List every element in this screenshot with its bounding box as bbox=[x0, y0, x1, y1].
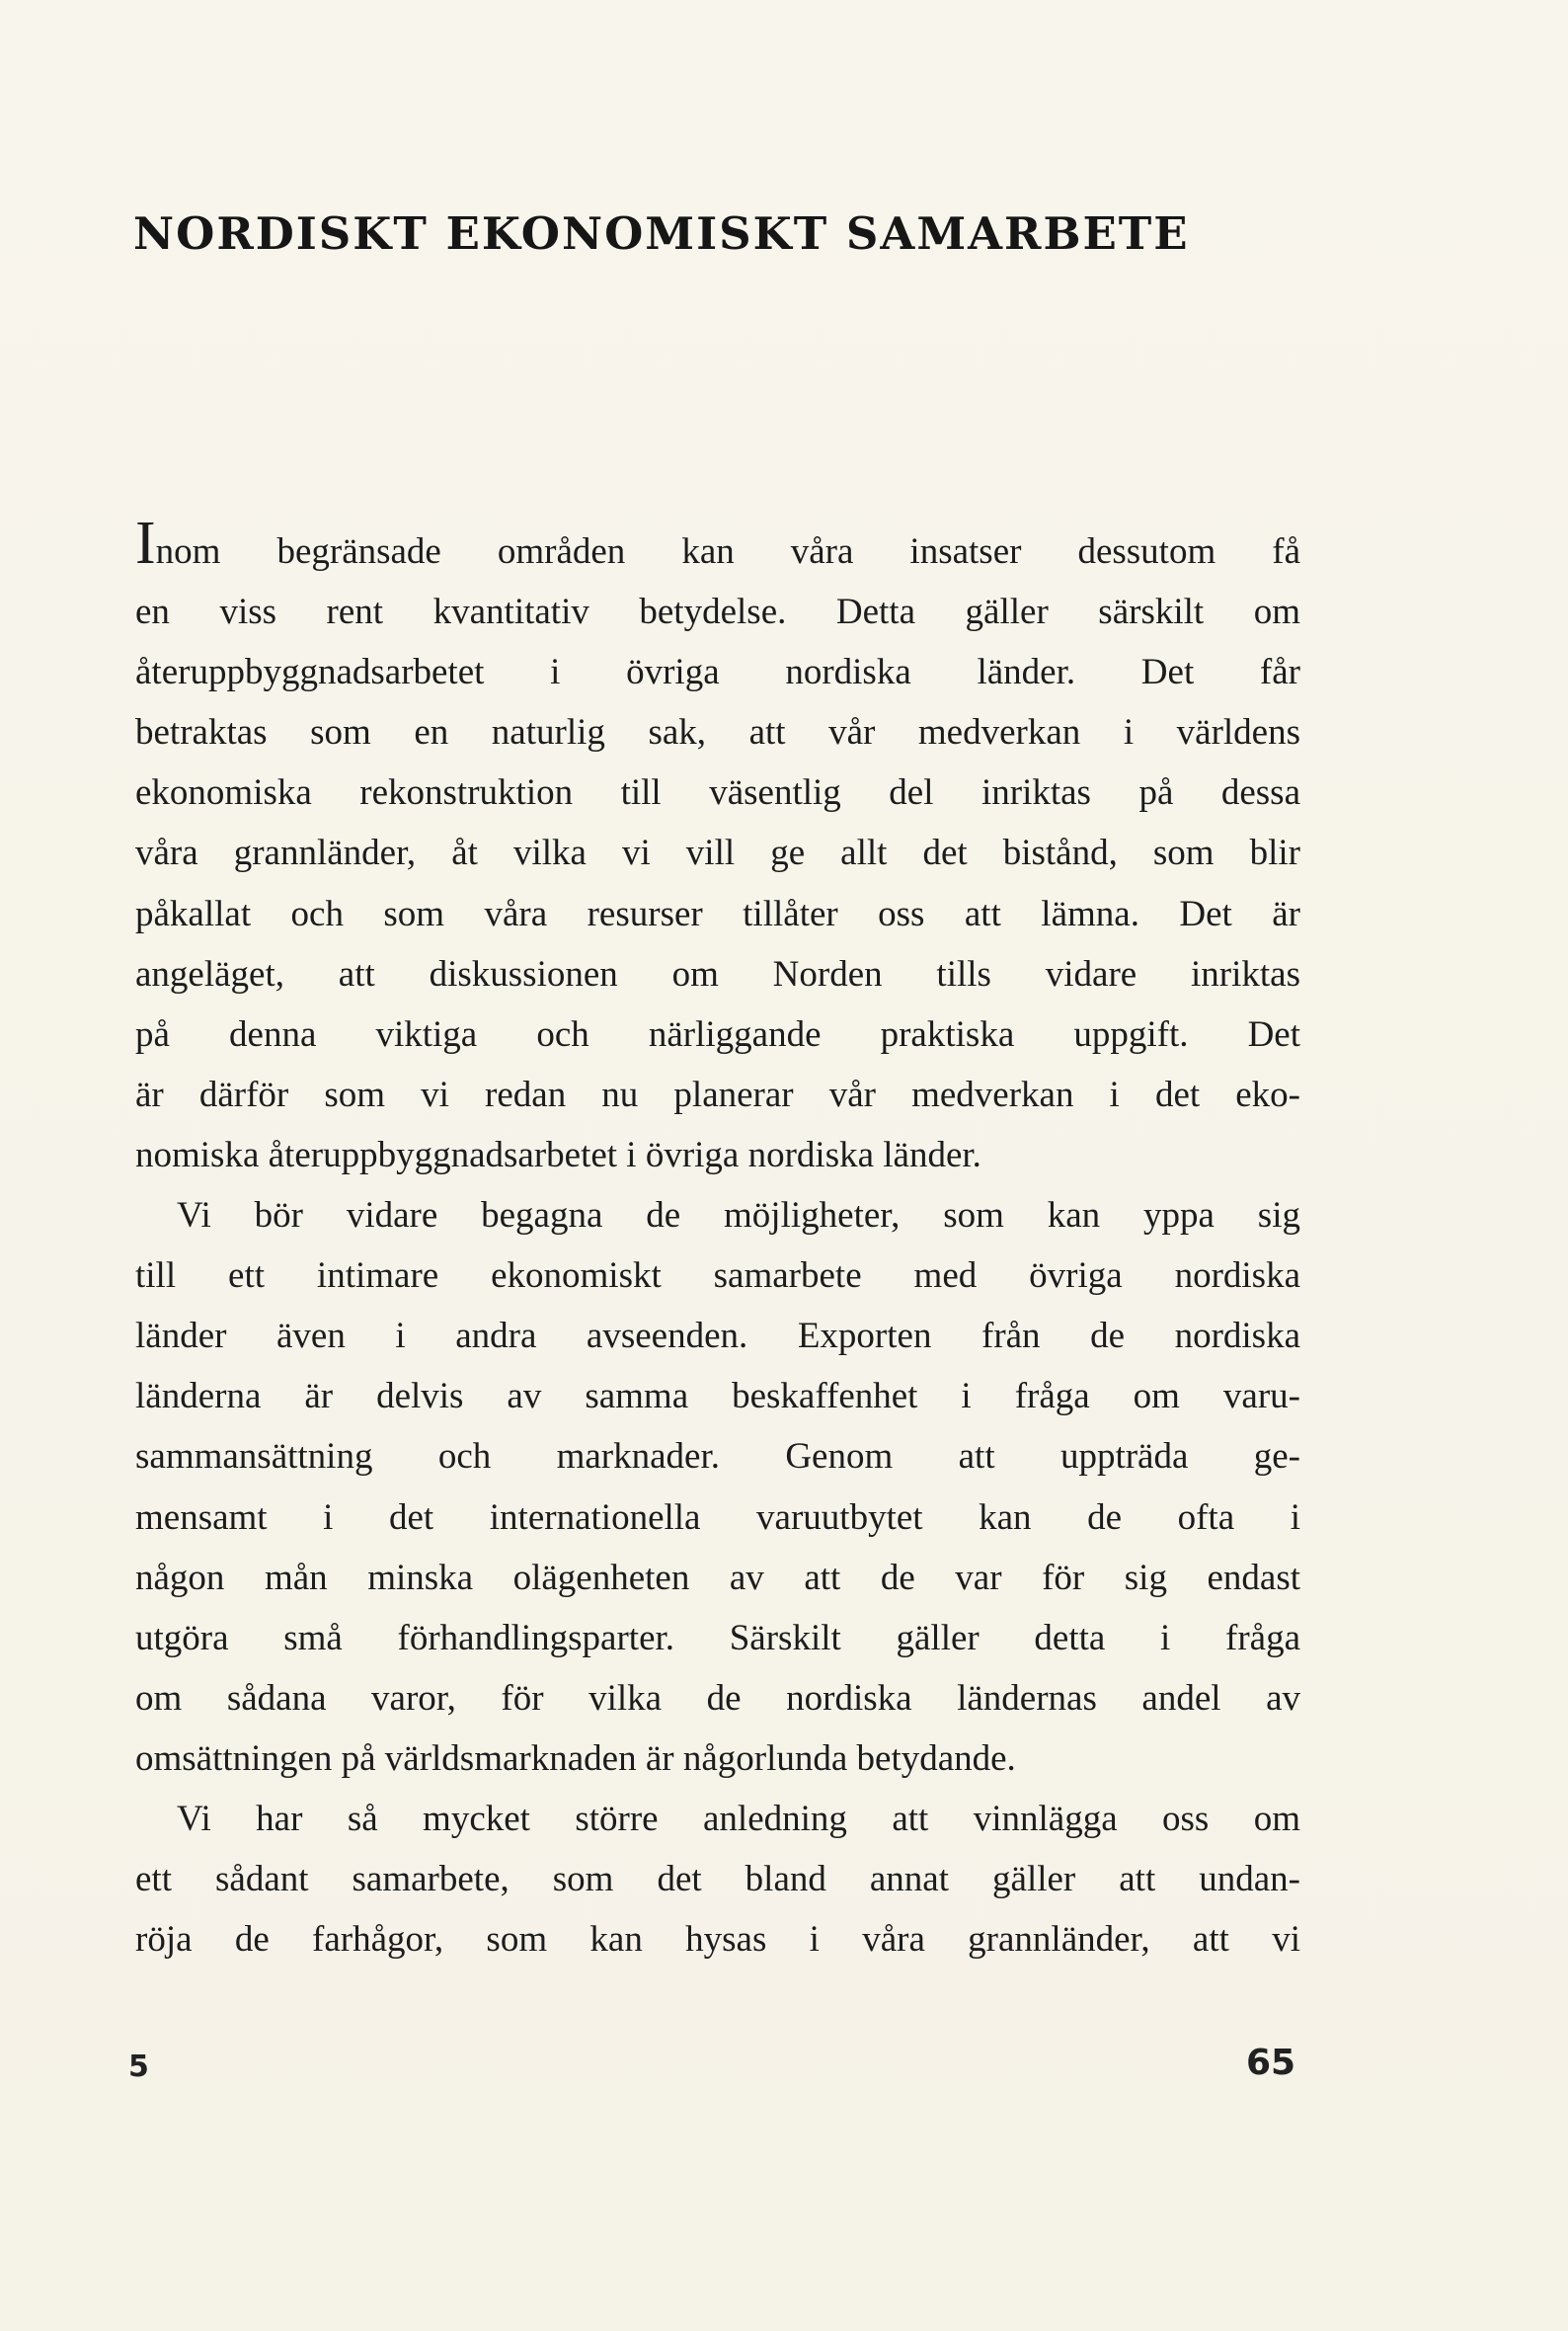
signature-mark: 5 bbox=[128, 2050, 149, 2084]
text-line: Vi bör vidare begagna de möjligheter, som kan yppa sig bbox=[177, 1195, 1300, 1237]
text-line: länder även i andra avseenden. Exporten från de nordiska bbox=[135, 1316, 1300, 1357]
text-line: till ett intimare ekonomiskt samarbete med övriga nordiska bbox=[135, 1255, 1300, 1297]
page-number: 65 bbox=[1246, 2043, 1296, 2083]
text-line: sammansättning och marknader. Genom att uppträda ge- bbox=[135, 1436, 1300, 1478]
chapter-title: NORDISKT EKONOMISKT SAMARBETE bbox=[133, 207, 1190, 260]
text-line: ett sådant samarbete, som det bland annat gäller att undan- bbox=[135, 1859, 1300, 1900]
text-line: utgöra små förhandlingsparter. Särskilt gäller detta i fråga bbox=[135, 1617, 1300, 1658]
text-line bbox=[135, 510, 1300, 582]
text-line: påkallat och som våra resurser tillåter oss att lämna. Det är bbox=[135, 893, 1300, 934]
text-line: angeläget, att diskussionen om Norden tills vidare inriktas bbox=[135, 953, 1300, 995]
text-line: någon mån minska olägenheten av att de var för sig endast bbox=[135, 1557, 1300, 1598]
text-line: betraktas som en naturlig sak, att vår medverkan i världens bbox=[135, 712, 1300, 754]
text-line: nomiska återuppbyggnadsarbetet i övriga nordiska länder. bbox=[135, 1134, 981, 1175]
text-line: en viss rent kvantitativ betydelse. Detta gäller särskilt om bbox=[135, 592, 1300, 633]
text-line: Vi har så mycket större anledning att vinnlägga oss om bbox=[177, 1798, 1300, 1839]
drop-cap: I bbox=[135, 510, 156, 577]
text-line: omsättningen på världsmarknaden är någorlunda betydande. bbox=[135, 1737, 1016, 1779]
text-line-content: nom begränsade områden kan våra insatser dessutom få bbox=[155, 531, 1300, 572]
text-line: om sådana varor, för vilka de nordiska ländernas andel av bbox=[135, 1677, 1300, 1719]
text-line: är därför som vi redan nu planerar vår medverkan i det eko- bbox=[135, 1074, 1300, 1115]
body-text bbox=[135, 510, 1300, 1969]
text-line: på denna viktiga och närliggande praktiska uppgift. Det bbox=[135, 1013, 1300, 1055]
text-line: röja de farhågor, som kan hysas i våra grannländer, att vi bbox=[135, 1919, 1300, 1961]
text-line: våra grannländer, åt vilka vi vill ge allt det bistånd, som blir bbox=[135, 833, 1300, 874]
text-line: mensamt i det internationella varuutbytet kan de ofta i bbox=[135, 1496, 1300, 1538]
text-line: länderna är delvis av samma beskaffenhet i fråga om varu- bbox=[135, 1376, 1300, 1417]
text-line: återuppbyggnadsarbetet i övriga nordiska länder. Det får bbox=[135, 652, 1300, 693]
text-line: ekonomiska rekonstruktion till väsentlig del inriktas på dessa bbox=[135, 772, 1300, 814]
